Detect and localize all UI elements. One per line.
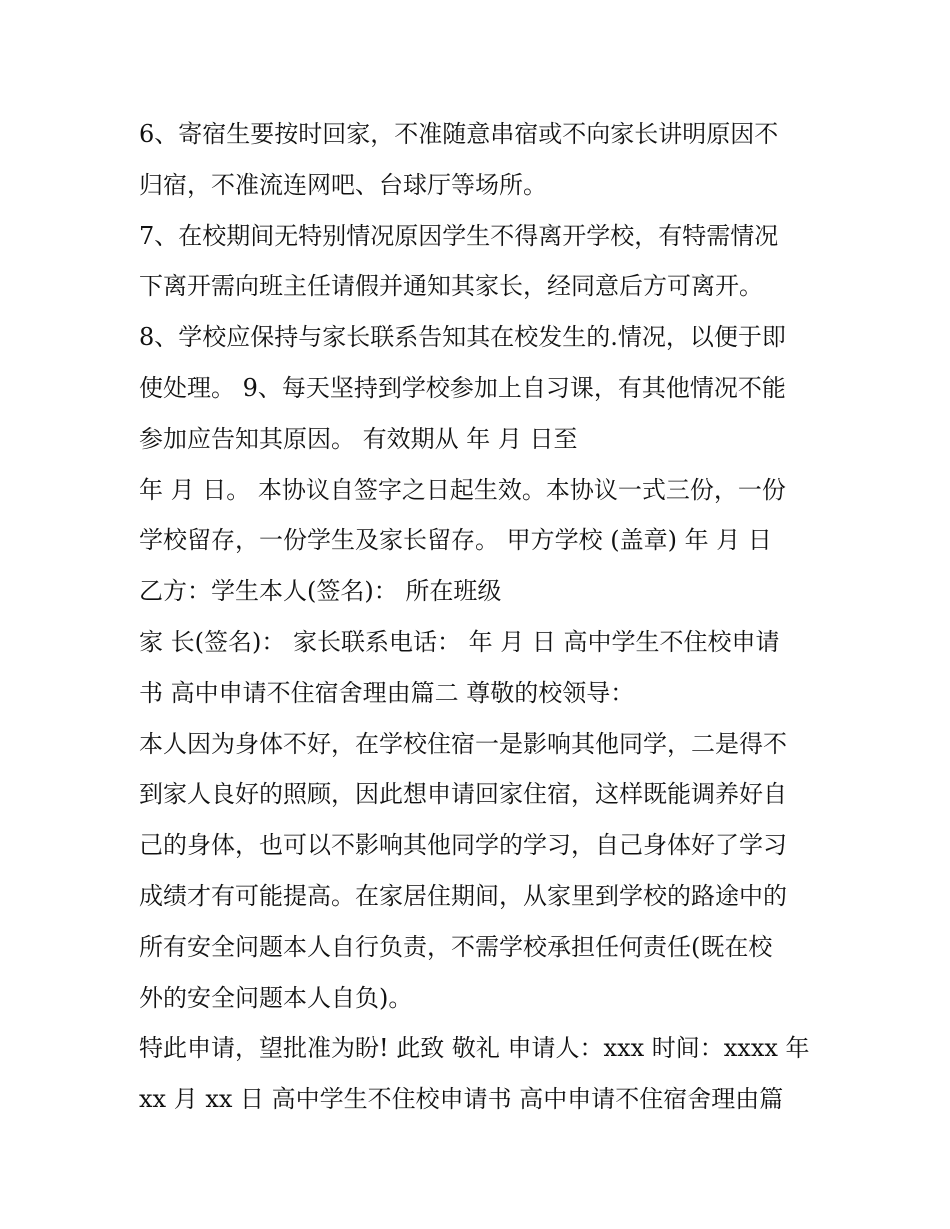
text-line: 年 月 日。 本协议自签字之日起生效。本协议一式三份，一份 xyxy=(139,475,786,504)
document-body xyxy=(139,109,829,1125)
text-line: 己的身体，也可以不影响其他同学的学习，自己身体好了学习 xyxy=(139,831,787,860)
text-line: 外的安全问题本人自负)。 xyxy=(139,983,413,1012)
text-line: 6、寄宿生要按时回家，不准随意串宿或不向家长讲明原因不 xyxy=(139,120,779,148)
text-line: 特此申请，望批准为盼! 此致 敬礼 申请人：xxx 时间：xxxx 年 xyxy=(139,1034,810,1063)
text-line: xx 月 xx 日 高中学生不住校申请书 高中申请不住宿舍理由篇 xyxy=(139,1085,784,1114)
text-line: 归宿，不准流连网吧、台球厅等场所。 xyxy=(139,170,547,199)
text-line: 到家人良好的照顾，因此想申请回家住宿，这样既能调养好自 xyxy=(139,780,787,809)
text-line: 乙方：学生本人(签名)： 所在班级 xyxy=(139,577,502,606)
text-line: 学校留存，一份学生及家长留存。 甲方学校 (盖章) 年 月 日 xyxy=(139,526,772,555)
text-line: 7、在校期间无特别情况原因学生不得离开学校，有特需情况 xyxy=(139,221,779,250)
text-line: 参加应告知其原因。 有效期从 年 月 日至 xyxy=(139,424,578,453)
text-line: 所有安全问题本人自行负责，不需学校承担任何责任(既在校 xyxy=(139,932,773,961)
text-line: 书 高中申请不住宿舍理由篇二 尊敬的校领导： xyxy=(139,678,635,707)
text-line: 家 长(签名)： 家长联系电话： 年 月 日 高中学生不住校申请 xyxy=(139,627,780,656)
text-line: 成绩才有可能提高。在家居住期间，从家里到学校的路途中的 xyxy=(139,881,787,910)
text-line: 使处理。 9、每天坚持到学校参加上自习课，有其他情况不能 xyxy=(139,373,786,402)
text-line: 本人因为身体不好，在学校住宿一是影响其他同学，二是得不 xyxy=(139,729,787,758)
text-line: 8、学校应保持与家长联系告知其在校发生的.情况，以便于即 xyxy=(139,323,786,352)
text-line: 下离开需向班主任请假并通知其家长，经同意后方可离开。 xyxy=(139,272,763,301)
